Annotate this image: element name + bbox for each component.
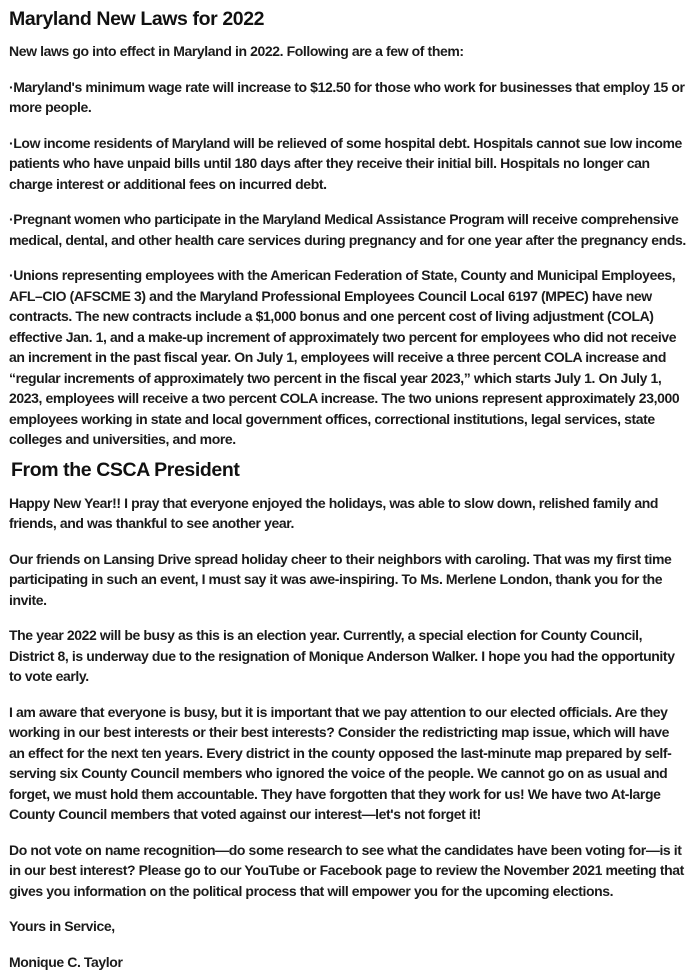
- president-paragraph-caroling: Our friends on Lansing Drive spread holiday cheer to their neighbors with caroling. That was my first time participating in such an event, I must say it was awe-inspiring. To Ms. Merlene London, thank you for the invite.: [9, 549, 686, 611]
- president-paragraph-greeting: Happy New Year!! I pray that everyone enjoyed the holidays, was able to slow down, relished family and friends, and was thankful to see another year.: [9, 493, 686, 534]
- president-paragraph-election: The year 2022 will be busy as this is an election year. Currently, a special election for County Council, District 8, is underway due to the resignation of Monique Anderson Walker. I hope you had the opportunity to vote early.: [9, 625, 686, 687]
- law-item-minimum-wage: ·Maryland's minimum wage rate will increase to $12.50 for those who work for businesses that employ 15 or more people.: [9, 77, 686, 118]
- closing-line: Yours in Service,: [9, 916, 686, 937]
- section-heading-president: From the CSCA President: [11, 459, 686, 481]
- law-item-hospital-debt: ·Low income residents of Maryland will be relieved of some hospital debt. Hospitals cannot sue low income patients who have unpaid bills until 180 days after they receive their initial bill. Hospitals no longer can charge interest or additional fees on incurred debt.: [9, 133, 686, 195]
- signature-line: Monique C. Taylor: [9, 952, 686, 972]
- law-item-union-contracts: ·Unions representing employees with the American Federation of State, County and Municipal Employees, AFL–CIO (AFSCME 3) and the Maryland Professional Employees Council Local 6197 (MPEC) have new contracts. The new contracts include a $1,000 bonus and one percent cost of living adjustment (COLA) effective Jan. 1, and a make-up increment of approximately two percent for employees who did not receive an increment in the past fiscal year. On July 1, employees will receive a three percent COLA increase and “regular increments of approximately two percent in the fiscal year 2023,” which starts July 1. On July 1, 2023, employees will receive a two percent COLA increase. The two unions represent approximately 23,000 employees working in state and local government offices, correctional institutions, legal services, state colleges and universities, and more.: [9, 265, 686, 450]
- president-paragraph-redistricting: I am aware that everyone is busy, but it is important that we pay attention to our elected officials. Are they working in our best interests or their best interests? Consider the redistricting map issue, which will have an effect for the next ten years. Every district in the county opposed the last-minute map prepared by self-serving six County Council members who ignored the voice of the people. We cannot go on as usual and forget, we must hold them accountable. They have forgotten that they work for us! We have two At-large County Council members that voted against our interest—let's not forget it!: [9, 702, 686, 825]
- intro-paragraph: New laws go into effect in Maryland in 2022. Following are a few of them:: [9, 41, 686, 62]
- president-paragraph-vote-research: Do not vote on name recognition—do some research to see what the candidates have been voting for—is it in our best interest? Please go to our YouTube or Facebook page to review the November 2021 meeting that gives you information on the political process that will empower you for the upcoming elections.: [9, 840, 686, 902]
- law-item-pregnancy-care: ·Pregnant women who participate in the Maryland Medical Assistance Program will receive comprehensive medical, dental, and other health care services during pregnancy and for one year after the pregnancy ends.: [9, 209, 686, 250]
- page-title: Maryland New Laws for 2022: [9, 8, 686, 30]
